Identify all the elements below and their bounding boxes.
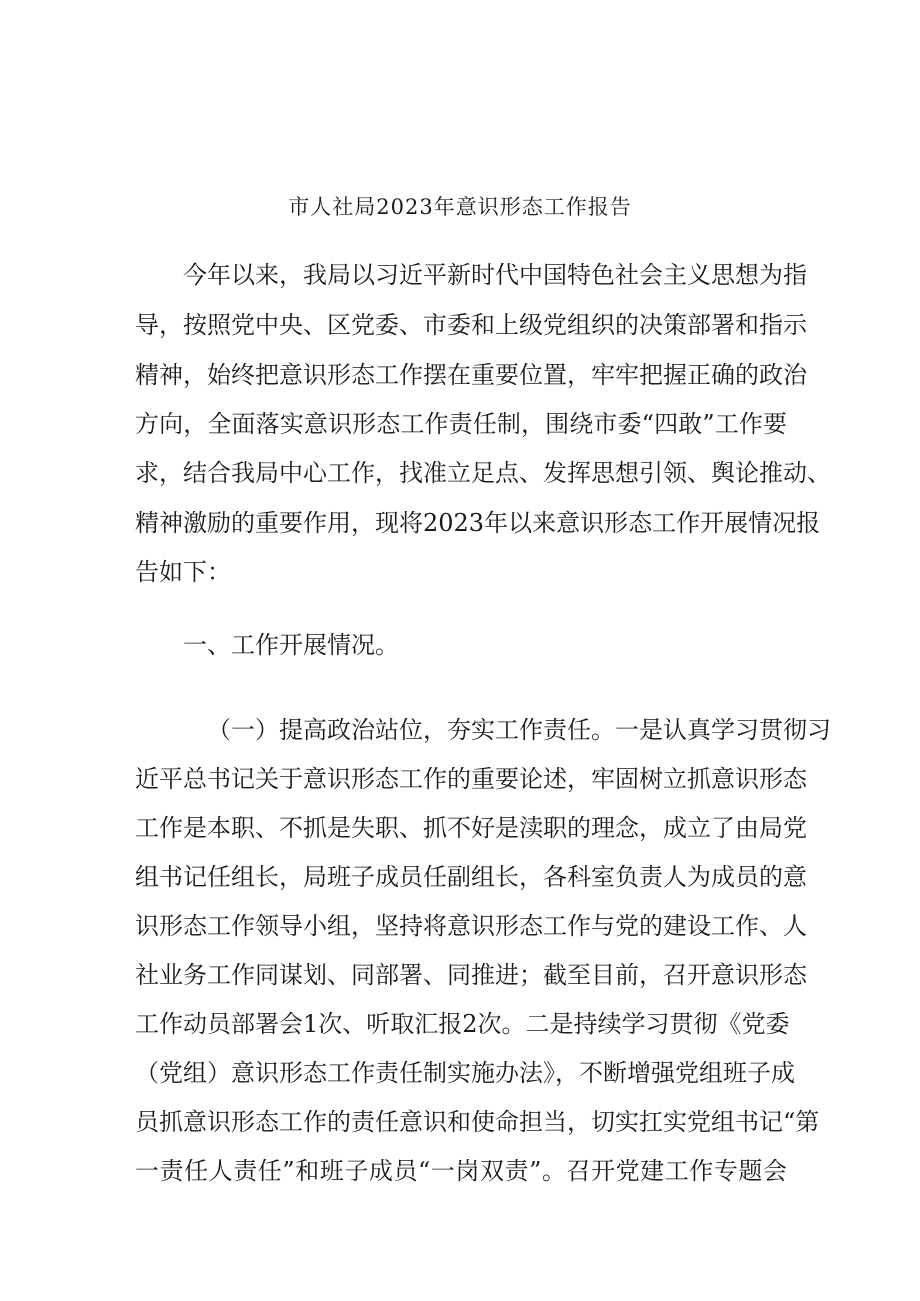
intro-line: 导，按照党中央、区党委、市委和上级党组织的决策部署和指示 xyxy=(135,311,807,339)
section-line: 工作动员部署会1次、听取汇报2次。二是持续学习贯彻《党委 xyxy=(135,1010,790,1038)
section-line: （一）提高政治站位，夯实工作责任。一是认真学习贯彻习 xyxy=(207,716,831,744)
intro-line: 求，结合我局中心工作，找准立足点、发挥思想引领、舆论推动、 xyxy=(135,459,831,487)
intro-line: 精神激励的重要作用，现将2023年以来意识形态工作开展情况报 xyxy=(135,509,821,537)
section-line: 组书记任组长，局班子成员任副组长，各科室负责人为成员的意 xyxy=(135,863,807,891)
intro-line: 告如下： xyxy=(135,558,231,586)
section-line: 社业务工作同谋划、同部署、同推进；截至目前，召开意识形态 xyxy=(135,961,807,989)
intro-line: 精神，始终把意识形态工作摆在重要位置，牢牢把握正确的政治 xyxy=(135,361,807,389)
section-heading: 一、工作开展情况。 xyxy=(183,631,399,659)
document-title: 市人社局2023年意识形态工作报告 xyxy=(288,195,632,219)
section-line: 识形态工作领导小组，坚持将意识形态工作与党的建设工作、人 xyxy=(135,912,807,940)
section-line: 近平总书记关于意识形态工作的重要论述，牢固树立抓意识形态 xyxy=(135,765,807,793)
section-line: （党组）意识形态工作责任制实施办法》，不断增强党组班子成 xyxy=(135,1059,795,1087)
intro-line: 方向，全面落实意识形态工作责任制，围绕市委“四敢”工作要 xyxy=(135,410,787,438)
intro-line: 今年以来，我局以习近平新时代中国特色社会主义思想为指 xyxy=(183,261,807,289)
section-line: 员抓意识形态工作的责任意识和使命担当，切实扛实党组书记“第 xyxy=(135,1108,820,1136)
section-line: 工作是本职、不抓是失职、抓不好是渎职的理念，成立了由局党 xyxy=(135,814,807,842)
section-line: 一责任人责任”和班子成员“一岗双责”。召开党建工作专题会 xyxy=(135,1157,787,1185)
